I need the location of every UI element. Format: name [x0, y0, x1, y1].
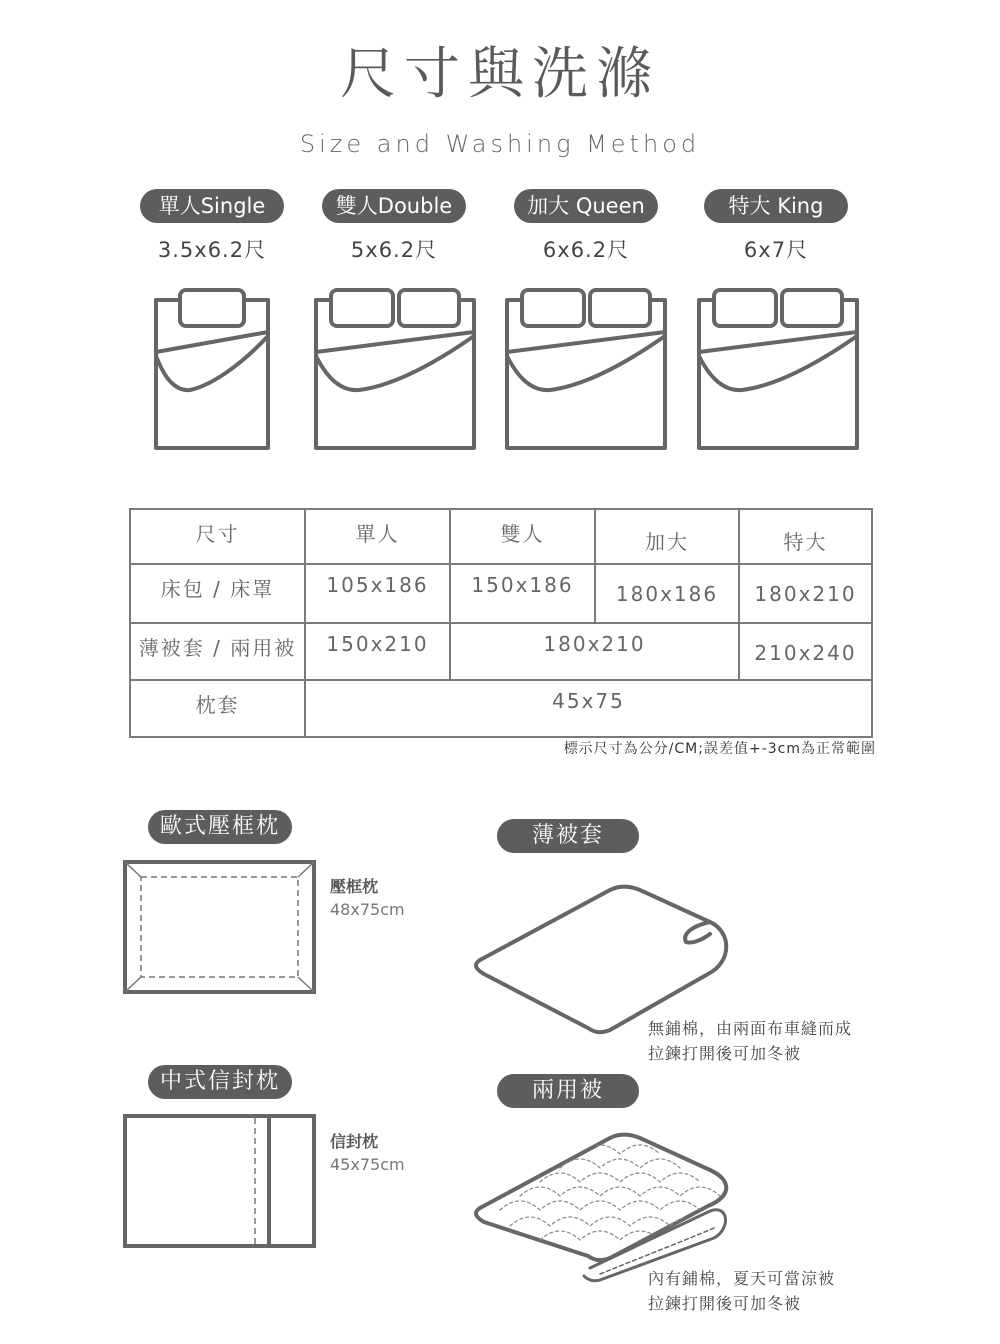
table-cell: 180x210: [739, 564, 872, 623]
table-header-cell: 單人: [305, 509, 450, 564]
table-cell: 180x186: [595, 564, 739, 623]
bed-size-pill-king: 特大 King: [704, 189, 848, 223]
thin-quilt-title: 薄被套: [497, 819, 639, 853]
table-row-label: 床包 / 床罩: [130, 564, 305, 623]
dual-quilt-icon: [470, 1130, 740, 1285]
table-header-row: [130, 509, 872, 564]
table-cell: 45x75: [305, 680, 872, 737]
bed-size-value-king: 6x7尺: [743, 238, 809, 262]
bed-size-pill-double: 雙人Double: [322, 189, 466, 223]
table-header-cell: 尺寸: [130, 509, 305, 564]
bed-size-pill-single: 單人Single: [140, 189, 284, 223]
bed-size-pill-queen: 加大 Queen: [514, 189, 658, 223]
table-cell: 150x186: [450, 564, 595, 623]
euro-pillow-icon: [123, 860, 316, 994]
dual-quilt-desc-line2: 拉鍊打開後可加冬被: [648, 1294, 802, 1313]
table-cell: 105x186: [305, 564, 450, 623]
table-row: [130, 680, 872, 737]
table-row: [130, 564, 872, 623]
size-tolerance-note: 標示尺寸為公分/CM;誤差值+-3cm為正常範圍: [563, 741, 876, 757]
bed-size-value-single: 3.5x6.2尺: [157, 238, 267, 262]
dual-quilt-desc-line1: 內有鋪棉，夏天可當涼被: [648, 1269, 836, 1288]
double-bed-icon: [311, 286, 479, 454]
king-bed-icon: [694, 286, 862, 454]
euro-pillow-title: 歐式壓框枕: [148, 810, 292, 844]
bed-size-value-double: 5x6.2尺: [350, 238, 438, 262]
bed-size-value-queen: 6x6.2尺: [542, 238, 630, 262]
table-row-label: 薄被套 / 兩用被: [130, 623, 305, 680]
table-header-cell: 加大: [595, 509, 739, 564]
table-cell: 180x210: [450, 623, 739, 680]
page-subtitle: Size and Washing Method: [299, 130, 701, 158]
table-header-cell: 特大: [739, 509, 872, 564]
table-row: [130, 623, 872, 680]
envelope-pillow-icon: [123, 1114, 316, 1248]
table-row-label: 枕套: [130, 680, 305, 737]
euro-pillow-size: 48x75cm: [330, 900, 405, 919]
envelope-pillow-size: 45x75cm: [330, 1155, 405, 1174]
table-cell: 210x240: [739, 623, 872, 680]
table-cell: 150x210: [305, 623, 450, 680]
envelope-pillow-title: 中式信封枕: [148, 1065, 292, 1099]
thin-quilt-icon: [470, 882, 740, 1037]
thin-quilt-desc-line1: 無鋪棉，由兩面布車縫而成: [648, 1019, 853, 1038]
queen-bed-icon: [502, 286, 670, 454]
single-bed-icon: [150, 286, 275, 454]
euro-pillow-name: 壓框枕: [330, 877, 379, 896]
size-spec-table: [129, 508, 873, 738]
dual-quilt-title: 兩用被: [497, 1074, 639, 1108]
table-header-cell: 雙人: [450, 509, 595, 564]
page-title: 尺寸與洗滌: [340, 42, 660, 107]
envelope-pillow-name: 信封枕: [330, 1132, 379, 1151]
thin-quilt-desc-line2: 拉鍊打開後可加冬被: [648, 1044, 802, 1063]
